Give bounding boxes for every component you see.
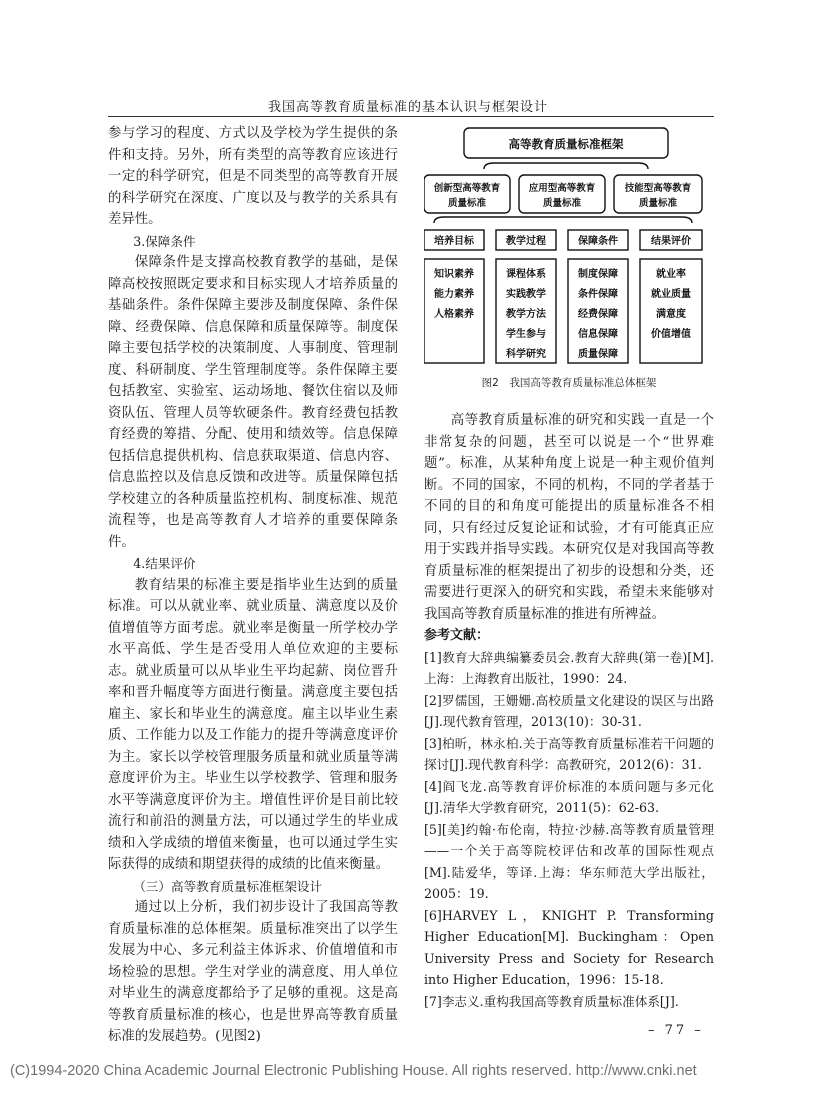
body-paragraph: 通过以上分析，我们初步设计了我国高等教育质量标准的总体框架。质量标准突出了以学生发展为中心、多元利益主体诉求、价值增值和市场检验的思想。学生对学业的满意度、用人单位对毕业生的满意度都给予了足够的重视。这是高等教育质量标准的核心，也是世界高等教育质量标准的发展趋势。(见图2): [108, 900, 398, 1044]
body-paragraph: 参与学习的程度、方式以及学校为学生提供的条件和支持。另外，所有类型的高等教育应该进行一定的科学研究，但是不同类型的高等教育开展的科学研究在深度、广度以及与教学的关系具有差异性。: [108, 126, 398, 227]
content-item-label: 满意度: [656, 309, 686, 320]
content-item-label: 能力素养: [434, 289, 474, 300]
dimension-label: 结果评价: [651, 236, 691, 247]
subheading-conditions: 3.保障条件: [133, 233, 196, 249]
copyright-footer: (C)1994-2020 China Academic Journal Electronic Publishing House. All rights reserved. http://www.cnki.net: [10, 1063, 697, 1079]
right-column: [424, 410, 714, 1012]
content-item-label: 知识素养: [434, 269, 474, 280]
content-item-label: 条件保障: [578, 289, 618, 300]
reference-item: [2]罗儒国，王姗姗.高校质量文化建设的误区与出路[J].现代教育管理，2013(10)：30-31.: [424, 692, 714, 729]
header-rule: [108, 116, 714, 117]
figure-title: 高等教育质量标准框架: [508, 137, 624, 151]
body-paragraph: 教育结果的标准主要是指毕业生达到的质量标准。可以从就业率、就业质量、满意度以及价值增值等方面考虑。就业率是衡量一所学校办学水平高低、学生是否受用人单位欢迎的主要标志。就业质量可以从毕业生平均起薪、岗位晋升率和晋升幅度等方面进行衡量。满意度主要包括雇主、家长和毕业生的满意度。雇主以毕业生素质、工作能力以及工作能力的提升等满意度评价为主。家长以学校管理服务质量和就业质量等满意度评价为主。毕业生以学校教学、管理和服务水平等满意度评价为主。增值性评价是目前比较流行和前沿的测量方法，可以通过学生的毕业成绩和入学成绩的增值来衡量，也可以通过学生实际获得的成绩和期望获得的成绩的比值来衡量。: [108, 577, 398, 872]
content-item-label: 学生参与: [506, 329, 546, 340]
content-item-label: 信息保障: [578, 329, 618, 340]
content-item-label: 课程体系: [506, 269, 546, 280]
body-paragraph: 高等教育质量标准的研究和实践一直是一个非常复杂的问题，甚至可以说是一个“世界难题”。标准，从某种角度上说是一种主观价值判断。不同的国家，不同的机构，不同的学者基于不同的目的和角度可能提出的质量标准各不相同，只有经过反复论证和试验，才有可能真正应用于实践并指导实践。本研究仅是对我国高等教育质量标准的框架提出了初步的设想和分类，还需要进行更深入的研究和实践，希望未来能够对我国高等教育质量标准的推进有所裨益。: [424, 413, 714, 622]
subheading-results: 4.结果评价: [133, 556, 196, 571]
standard-type-label: 质量标准: [638, 198, 678, 209]
dimension-label: 保障条件: [578, 236, 618, 247]
content-item-label: 就业质量: [651, 289, 691, 300]
references-heading: 参考文献：: [424, 628, 490, 643]
content-item-label: 价值增值: [651, 329, 691, 340]
running-head: 我国高等教育质量标准的基本认识与框架设计: [267, 100, 548, 115]
content-item-label: 质量保障: [578, 349, 618, 360]
reference-item: [1]教育大辞典编纂委员会.教育大辞典(第一卷)[M].上海：上海教育出版社，1990：24.: [424, 649, 714, 686]
standard-type-label: 技能型高等教育: [624, 183, 692, 194]
standard-type-label: 创新型高等教育: [433, 183, 501, 194]
content-item-label: 制度保障: [578, 269, 618, 280]
content-item-label: 科学研究: [506, 349, 546, 360]
figure-caption: 图2 我国高等教育质量标准总体框架: [481, 377, 657, 389]
reference-item: [4]阎飞龙.高等教育评价标准的本质问题与多元化[J].清华大学教育研究，2011(5)：62-63.: [424, 778, 714, 815]
content-item-label: 就业率: [656, 269, 686, 280]
left-column: [108, 123, 398, 1048]
reference-item: [5][美]约翰·布伦南，特拉·沙赫.高等教育质量管理——一个关于高等院校评估和改革的国际性观点[M].陆爱华，等译.上海：华东师范大学出版社，2005：19.: [424, 821, 714, 901]
standard-type-label: 应用型高等教育: [528, 183, 596, 194]
body-paragraph: 保障条件是支撑高校教育教学的基础，是保障高校按照既定要求和目标实现人才培养质量的基础条件。条件保障主要涉及制度保障、条件保障、经费保障、信息保障和质量保障等。制度保障主要包括学校的决策制度、人事制度、管理制度、科研制度、学生管理制度等。条件保障主要包括教室、实验室、运动场地、餐饮住宿以及师资队伍、管理人员等软硬条件。教育经费包括教育经费的筹措、分配、使用和绩效等。信息保障包括信息提供机构、信息获取渠道、信息内容、信息监控以及信息反馈和改进等。质量保障包括学校建立的各种质量监控机构、制度标准、规范流程等，也是高等教育人才培养的重要保障条件。: [108, 255, 398, 550]
subheading-framework: （三）高等教育质量标准框架设计: [133, 878, 323, 894]
standard-type-label: 质量标准: [542, 198, 582, 209]
content-item-label: 人格素养: [434, 309, 474, 320]
framework-figure: [424, 123, 714, 393]
content-item-label: 教学方法: [506, 309, 546, 320]
dimension-label: 培养目标: [434, 236, 474, 247]
framework-diagram: [424, 123, 714, 373]
reference-item: [6]HARVEY L，KNIGHT P. Transforming Higher Education[M]. Buckingham：Open University Press and Society for Research into Higher Education，1996：15-18.: [424, 907, 714, 987]
dimension-label: 教学过程: [506, 236, 546, 247]
reference-item: [3]柏昕，林永柏.关于高等教育质量标准若干问题的探讨[J].现代教育科学：高教研究，2012(6)：31.: [424, 735, 714, 772]
standard-type-label: 质量标准: [447, 198, 487, 209]
page-number: – 77 –: [648, 1023, 704, 1038]
content-item-label: 经费保障: [578, 309, 618, 320]
reference-item: [7]李志义.重构我国高等教育质量标准体系[J].: [424, 993, 679, 1009]
content-item-label: 实践教学: [506, 289, 546, 300]
